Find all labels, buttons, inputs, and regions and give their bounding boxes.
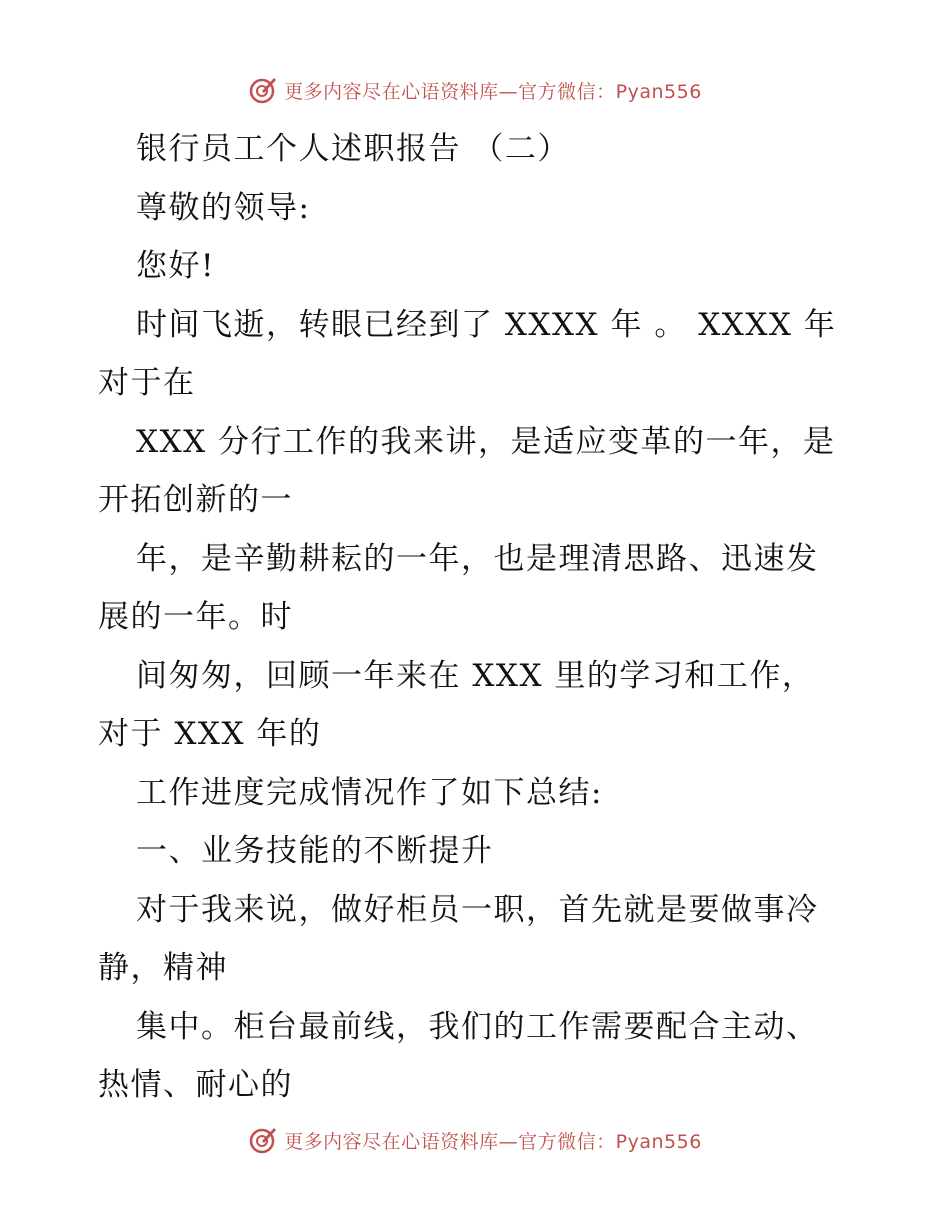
text-line: 时间飞逝，转眼已经到了 XXXX 年 。 XXXX 年 <box>136 306 837 343</box>
document-body <box>98 120 858 1115</box>
text-line: 对于 XXX 年的 <box>98 716 322 752</box>
text-line: 您好! <box>136 248 215 284</box>
banner-text: 更多内容尽在心语资料库—官方微信：Pyan556 <box>284 80 702 103</box>
text-line: 一、业务技能的不断提升 <box>136 833 494 869</box>
text-line: 间匆匆，回顾一年来在 XXX 里的学习和工作， <box>136 657 815 694</box>
text-line: 开拓创新的一 <box>98 482 293 518</box>
text-line: 银行员工个人述职报告 （二） <box>136 131 570 167</box>
text-line: XXX 分行工作的我来讲，是适应变革的一年，是 <box>136 423 836 460</box>
text-line: 工作进度完成情况作了如下总结: <box>136 774 603 811</box>
footer-banner <box>0 1120 950 1160</box>
text-line: 静，精神 <box>98 950 228 986</box>
pen-logo-icon <box>248 75 278 105</box>
banner-text: 更多内容尽在心语资料库—官方微信：Pyan556 <box>284 1130 702 1153</box>
pen-logo-icon <box>248 1125 278 1155</box>
text-line: 尊敬的领导: <box>136 189 311 226</box>
text-line: 展的一年。时 <box>98 599 293 635</box>
text-line: 对于在 <box>98 365 196 401</box>
text-line: 热情、耐心的 <box>98 1067 293 1103</box>
text-line: 年，是辛勤耕耘的一年，也是理清思路、迅速发 <box>136 540 819 577</box>
header-banner <box>0 70 950 110</box>
text-line: 集中。柜台最前线，我们的工作需要配合主动、 <box>136 1008 819 1045</box>
text-line: 对于我来说，做好柜员一职，首先就是要做事冷 <box>136 891 819 928</box>
